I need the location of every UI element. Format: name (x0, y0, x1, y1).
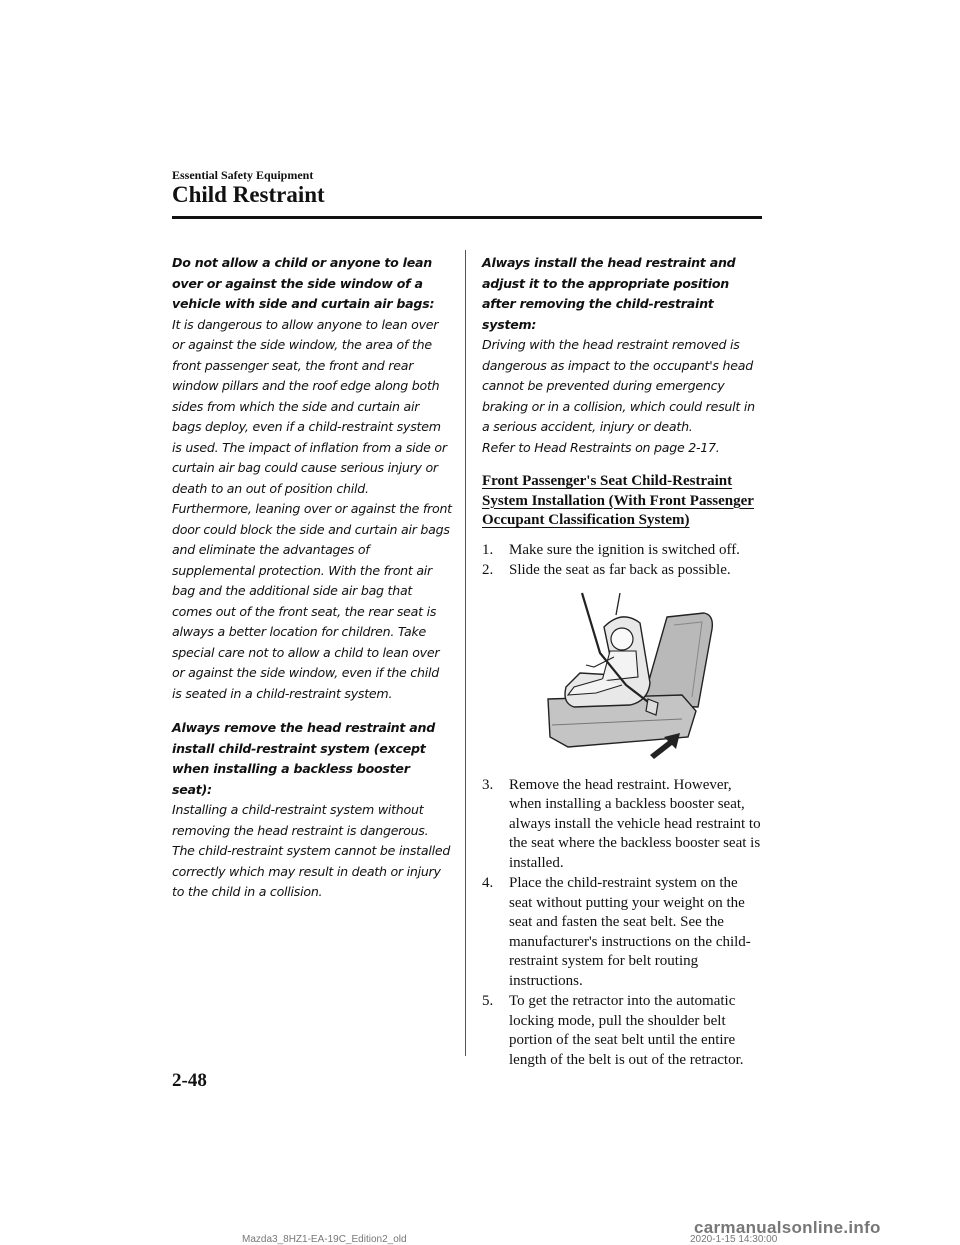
warning-body: Driving with the head restraint removed is dangerous as impact to the occupant's head cannot be prevented during emergency braking or in a collision, which could result in a serious accident, injury or death. (482, 337, 755, 434)
warning-head-restraint-install (482, 253, 764, 458)
page-number: 2-48 (172, 1070, 207, 1091)
steps-list-b (482, 776, 764, 1071)
footer-doc-id: Mazda3_8HZ1-EA-19C_Edition2_old (242, 1234, 407, 1245)
installation-subheading: Front Passenger's Seat Child-Restraint System Installation (With Front Passenger Occupant Classification System) (482, 473, 754, 528)
title-rule (172, 216, 762, 219)
warning-head-restraint-remove (172, 718, 452, 903)
warning-body: It is dangerous to allow anyone to lean over or against the side window, the area of the front passenger seat, the front and rear window pillars and the roof edge along both sides from which the side and curtain air bags deploy, even if a child-restraint system is used. The impact of inflation from a side or curtain air bag could cause serious injury or death to an out of position child. Furthermore, leaning over or against the front door could block the side and curtain air bags and eliminate the advantages of supplemental protection. With the front air bag and the additional side air bag that comes out of the front seat, the rear seat is always a better location for children. Take special care not to allow a child to lean over or against the side window, even if the child is seated in a child-restraint system. (172, 316, 452, 701)
section-label: Essential Safety Equipment (172, 168, 314, 182)
warning-side-window (172, 253, 452, 704)
left-column (172, 253, 452, 917)
warning-heading: Always install the head restraint and adjust it to the appropriate position after removing the child-restraint system: (482, 255, 736, 332)
child-seat-illustration (482, 587, 764, 762)
step-item: 1. Make sure the ignition is switched off. (482, 541, 740, 558)
warning-reference: Refer to Head Restraints on page 2-17. (482, 439, 720, 455)
step-item: 2. Slide the seat as far back as possible. (482, 562, 731, 578)
step-item: 4. Place the child-restraint system on the seat without putting your weight on the seat and fasten the seat belt. See the manufacturer's instructions on the child-restraint system for belt routing instructions. (482, 875, 751, 989)
warning-heading: Always remove the head restraint and install child-restraint system (except when installing a backless booster seat): (172, 720, 436, 797)
column-divider (465, 250, 466, 1056)
steps-list-a (482, 541, 764, 581)
watermark: carmanualsonline.info (694, 1218, 881, 1237)
warning-heading: Do not allow a child or anyone to lean over or against the side window of a vehicle with side and curtain air bags: (172, 255, 435, 311)
step-item: 3. Remove the head restraint. However, when installing a backless booster seat, always install the vehicle head restraint to the seat where the backless booster seat is installed. (482, 776, 761, 871)
footer-timestamp: 2020-1-15 14:30:00 (690, 1234, 778, 1245)
step-item: 5. To get the retractor into the automatic locking mode, pull the shoulder belt portion of the seat belt until the entire length of the belt is out of the retractor. (482, 993, 744, 1068)
page-title: Child Restraint (172, 182, 325, 207)
warning-body: Installing a child-restraint system without removing the head restraint is dangerous. The child-restraint system cannot be installed correctly which may result in death or injury to the child in a collision. (172, 802, 451, 899)
right-column (482, 253, 764, 1071)
